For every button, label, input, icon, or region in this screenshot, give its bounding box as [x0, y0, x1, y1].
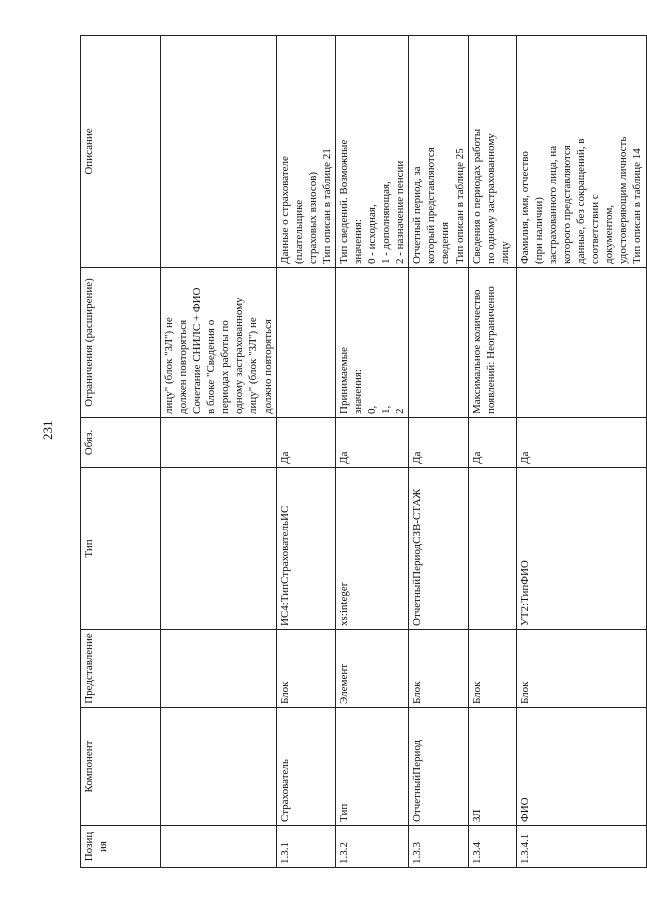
- header-required: Обяз.: [81, 418, 161, 468]
- description-line: значения:: [352, 219, 365, 264]
- cell-required: [161, 418, 277, 468]
- cell-position: [161, 826, 277, 868]
- cell-type: [468, 468, 516, 630]
- description-line: документом,: [603, 204, 616, 264]
- cell-restriction: [335, 268, 408, 418]
- cell-position: 1.3.3: [409, 826, 468, 868]
- cell-representation: Блок: [468, 630, 516, 708]
- description-line: которого представляются: [560, 145, 573, 264]
- restriction-line: лицу" (блок "ЗЛ") не: [247, 317, 260, 414]
- cell-representation: [161, 630, 277, 708]
- cell-restriction: [468, 268, 516, 418]
- header-position: Позиция: [81, 826, 161, 868]
- cell-description: [409, 36, 468, 268]
- restriction-line: 1,: [380, 405, 393, 414]
- description-line: который представляются: [425, 147, 438, 264]
- cell-component: ОтчетныйПериод: [409, 708, 468, 826]
- cell-required: Да: [276, 418, 335, 468]
- description-line: соответствии с: [589, 194, 602, 264]
- cell-position: 1.3.1: [276, 826, 335, 868]
- description-line: сведения: [439, 221, 452, 264]
- cell-position: 1.3.2: [335, 826, 408, 868]
- description-line: 0 - исходная,: [366, 204, 379, 264]
- description-line: Фамилия, имя, отчество: [518, 151, 531, 264]
- description-line: Тип сведений. Возможные: [337, 139, 350, 264]
- page-number: 231: [40, 420, 55, 440]
- description-line: данные, без сокращений, в: [574, 138, 587, 264]
- cell-description: [335, 36, 408, 268]
- cell-required: Да: [409, 418, 468, 468]
- header-component: Компонент: [81, 708, 161, 826]
- description-line: по одному застрахованному: [484, 133, 497, 264]
- table-header-row: [81, 36, 161, 868]
- cell-type: ОтчетныйПериодСЗВ-СТАЖ: [409, 468, 468, 630]
- description-line: Тип описан в таблице 14: [631, 148, 644, 264]
- cell-required: Да: [516, 418, 646, 468]
- table-row: [409, 36, 468, 868]
- cell-representation: Элемент: [335, 630, 408, 708]
- cell-restriction: [516, 268, 646, 418]
- restriction-line: лицу" (блок "ЗЛ") не: [163, 317, 175, 414]
- cell-representation: Блок: [516, 630, 646, 708]
- description-line: Сведения о периодах работы: [470, 128, 483, 264]
- cell-restriction: [276, 268, 335, 418]
- cell-component: Тип: [335, 708, 408, 826]
- table-row: [276, 36, 335, 868]
- restriction-line: в блоке "Сведения о: [205, 319, 218, 414]
- table-row-continuation: [161, 36, 277, 868]
- table-row: [468, 36, 516, 868]
- cell-component: ЗЛ: [468, 708, 516, 826]
- description-line: 2 - назначение пенсии: [394, 160, 407, 264]
- cell-position: 1.3.4.1: [516, 826, 646, 868]
- cell-restriction: [409, 268, 468, 418]
- cell-type: [161, 468, 277, 630]
- description-line: лицу: [498, 241, 511, 264]
- description-line: страховых взносов): [306, 171, 319, 264]
- restriction-line: значения:: [352, 369, 365, 414]
- cell-representation: Блок: [276, 630, 335, 708]
- header-representation: Представление: [81, 630, 161, 708]
- description-line: удостоверяющим личность: [617, 136, 630, 264]
- table-row: [335, 36, 408, 868]
- header-type: Тип: [81, 468, 161, 630]
- cell-required: Да: [468, 418, 516, 468]
- restriction-line: Сочетание СНИЛС + ФИО: [191, 287, 204, 414]
- cell-component: ФИО: [516, 708, 646, 826]
- description-line: Тип описан в таблице 21: [320, 148, 333, 264]
- cell-component: Страхователь: [276, 708, 335, 826]
- cell-type: xs:integer: [335, 468, 408, 630]
- description-line: застрахованного лица, на: [546, 145, 559, 264]
- description-line: 1 - дополняющая,: [380, 181, 393, 264]
- header-description: Описание: [81, 36, 161, 268]
- description-line: Отчетный период, за: [411, 166, 424, 264]
- table-row: [516, 36, 646, 868]
- cell-restriction: [161, 268, 277, 418]
- description-line: Данные о страхователе: [278, 156, 291, 264]
- restriction-line: 2: [394, 408, 407, 414]
- restriction-line: периодах работы по: [219, 320, 232, 414]
- restriction-line: должно повторяться: [261, 319, 274, 414]
- restriction-line: Максимальное количество: [470, 289, 483, 414]
- cell-representation: Блок: [409, 630, 468, 708]
- document-table-rotated: [80, 36, 644, 868]
- restriction-line: 0,: [366, 405, 379, 414]
- restriction-line: появлений: Неограниченно: [484, 286, 497, 414]
- cell-type: ИС4:ТипСтраховательИС: [276, 468, 335, 630]
- cell-description: [276, 36, 335, 268]
- header-restriction: Ограничения (расширение): [81, 268, 161, 418]
- description-line: (при наличии): [532, 197, 545, 264]
- cell-type: УТ2:ТипФИО: [516, 468, 646, 630]
- cell-component: [161, 708, 277, 826]
- cell-position: 1.3.4: [468, 826, 516, 868]
- schema-table: [80, 35, 647, 868]
- cell-description: [161, 36, 277, 268]
- cell-required: Да: [335, 418, 408, 468]
- cell-description: [468, 36, 516, 268]
- description-line: (плательщике: [292, 199, 305, 264]
- restriction-line: должен повторяться: [177, 319, 190, 414]
- cell-description: [516, 36, 646, 268]
- restriction-line: Принимаемые: [337, 347, 350, 414]
- description-line: Тип описан в таблице 25: [453, 148, 466, 264]
- restriction-line: одному застрахованному: [233, 297, 246, 414]
